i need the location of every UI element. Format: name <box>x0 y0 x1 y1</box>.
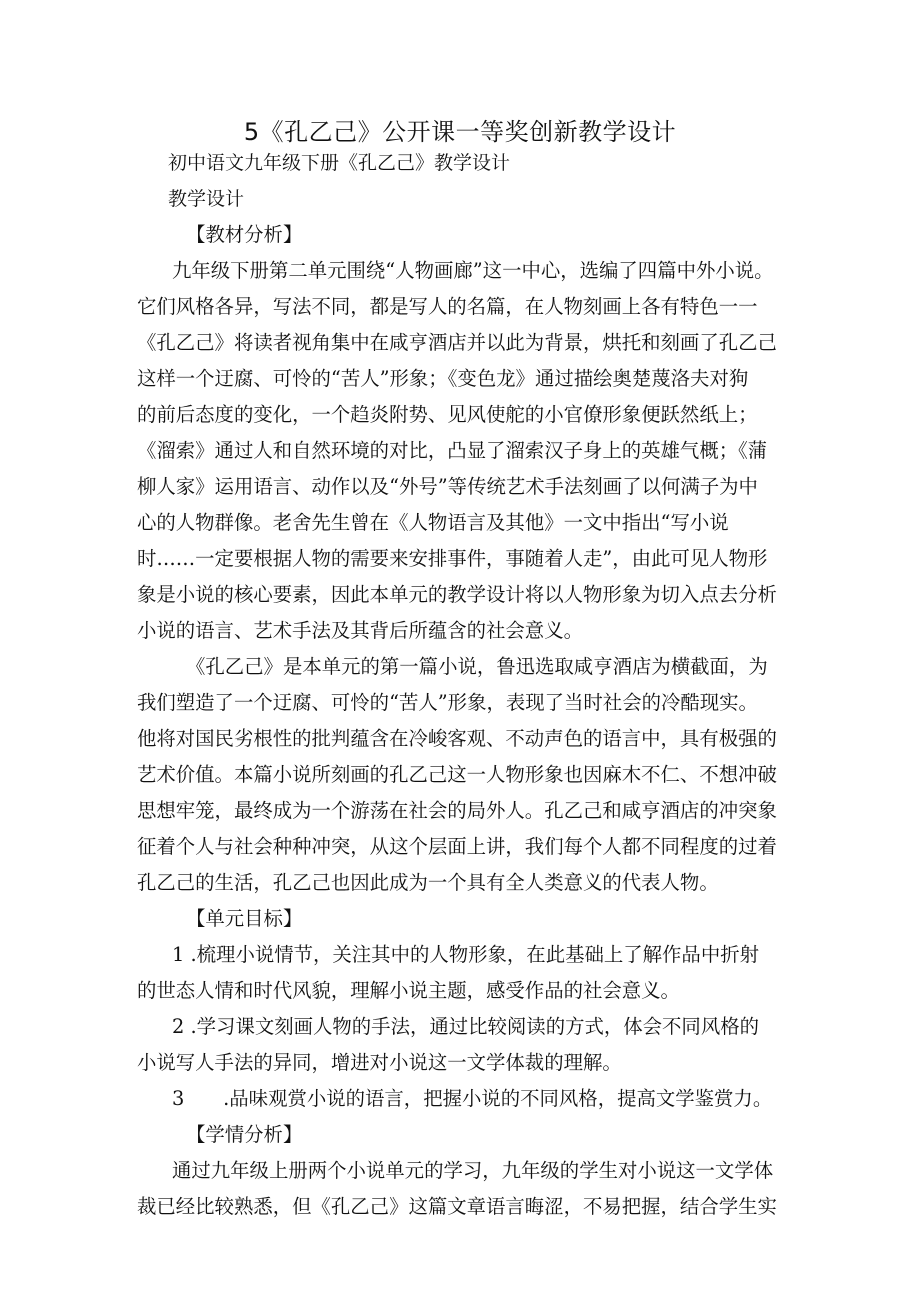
paragraph-line: 心的人物群像。老舍先生曾在《人物语言及其他》一文中指出“写小说 <box>137 511 729 534</box>
paragraph-line: 象是小说的核心要素，因此本单元的教学设计将以人物形象为切入点去分析 <box>137 583 777 606</box>
paragraph-line: 小说的语言、艺术手法及其背后所蕴含的社会意义。 <box>137 619 583 642</box>
section-heading-unit-goals: 【单元目标】 <box>186 907 303 930</box>
document-subtitle: 初中语文九年级下册《孔乙己》教学设计 <box>168 152 511 174</box>
goal-item-line: 的世态人情和时代风貌，理解小说主题，感受作品的社会意义。 <box>137 979 680 1002</box>
paragraph-line: 时……一定要根据人物的需要来安排事件，事随着人走”，由此可见人物形 <box>137 547 768 570</box>
paragraph-line: 他将对国民劣根性的批判蕴含在冷峻客观、不动声色的语言中，具有极强的 <box>137 727 777 750</box>
paragraph-line: 艺术价值。本篇小说所刻画的孔乙己这一人物形象也因麻木不仁、不想冲破 <box>137 763 777 786</box>
paragraph-line: 这样一个迂腐、可怜的“苦人”形象；《变色龙》通过描绘奥楚蔑洛夫对狗 <box>137 367 749 390</box>
paragraph-line: 九年级下册第二单元围绕“人物画廊”这一中心，选编了四篇中外小说。 <box>172 259 774 282</box>
document-subtitle-2: 教学设计 <box>168 188 245 210</box>
paragraph-line: 征着个人与社会种种冲突，从这个层面上讲，我们每个人都不同程度的过着 <box>137 835 777 858</box>
paragraph-line: 裁已经比较熟悉，但《孔乙己》这篇文章语言晦涩，不易把握，结合学生实 <box>137 1195 777 1218</box>
paragraph-line: 它们风格各异，写法不同，都是写人的名篇，在人物刻画上各有特色一一 <box>137 295 758 318</box>
paragraph-line: 孔乙己的生活，孔乙己也因此成为一个具有全人类意义的代表人物。 <box>137 871 719 894</box>
goal-item-line: 1 .梳理小说情节，关注其中的人物形象，在此基础上了解作品中折射 <box>172 943 759 966</box>
paragraph-line: 《孔乙己》是本单元的第一篇小说，鲁迅选取咸亨酒店为横截面，为 <box>186 655 768 678</box>
section-heading-textbook-analysis: 【教材分析】 <box>186 223 303 246</box>
goal-item-line: 3 .品味观赏小说的语言，把握小说的不同风格，提高文学鉴赏力。 <box>172 1087 773 1110</box>
section-heading-student-analysis: 【学情分析】 <box>186 1123 303 1146</box>
paragraph-line: 柳人家》运用语言、动作以及“外号”等传统艺术手法刻画了以何满子为中 <box>137 475 758 498</box>
paragraph-line: 《孔乙己》将读者视角集中在咸亨酒店并以此为背景，烘托和刻画了孔乙己 <box>137 331 777 354</box>
goal-item-line: 小说写人手法的异同，增进对小说这一文学体裁的理解。 <box>137 1051 622 1074</box>
paragraph-line: 《溜索》通过人和自然环境的对比，凸显了溜索汉子身上的英雄气概；《蒲 <box>137 439 768 462</box>
paragraph-line: 通过九年级上册两个小说单元的学习，九年级的学生对小说这一文学体 <box>172 1159 774 1182</box>
document-title: 5《孔乙己》公开课一等奖创新教学设计 <box>243 118 677 146</box>
paragraph-line: 我们塑造了一个迂腐、可怜的“苦人”形象，表现了当时社会的冷酷现实。 <box>137 691 758 714</box>
goal-item-line: 2 .学习课文刻画人物的手法，通过比较阅读的方式，体会不同风格的 <box>172 1015 759 1038</box>
paragraph-line: 思想牢笼，最终成为一个游荡在社会的局外人。孔乙己和咸亨酒店的冲突象 <box>137 799 777 822</box>
paragraph-line: 的前后态度的变化，一个趋炎附势、见风使舵的小官僚形象便跃然纸上； <box>137 403 758 426</box>
